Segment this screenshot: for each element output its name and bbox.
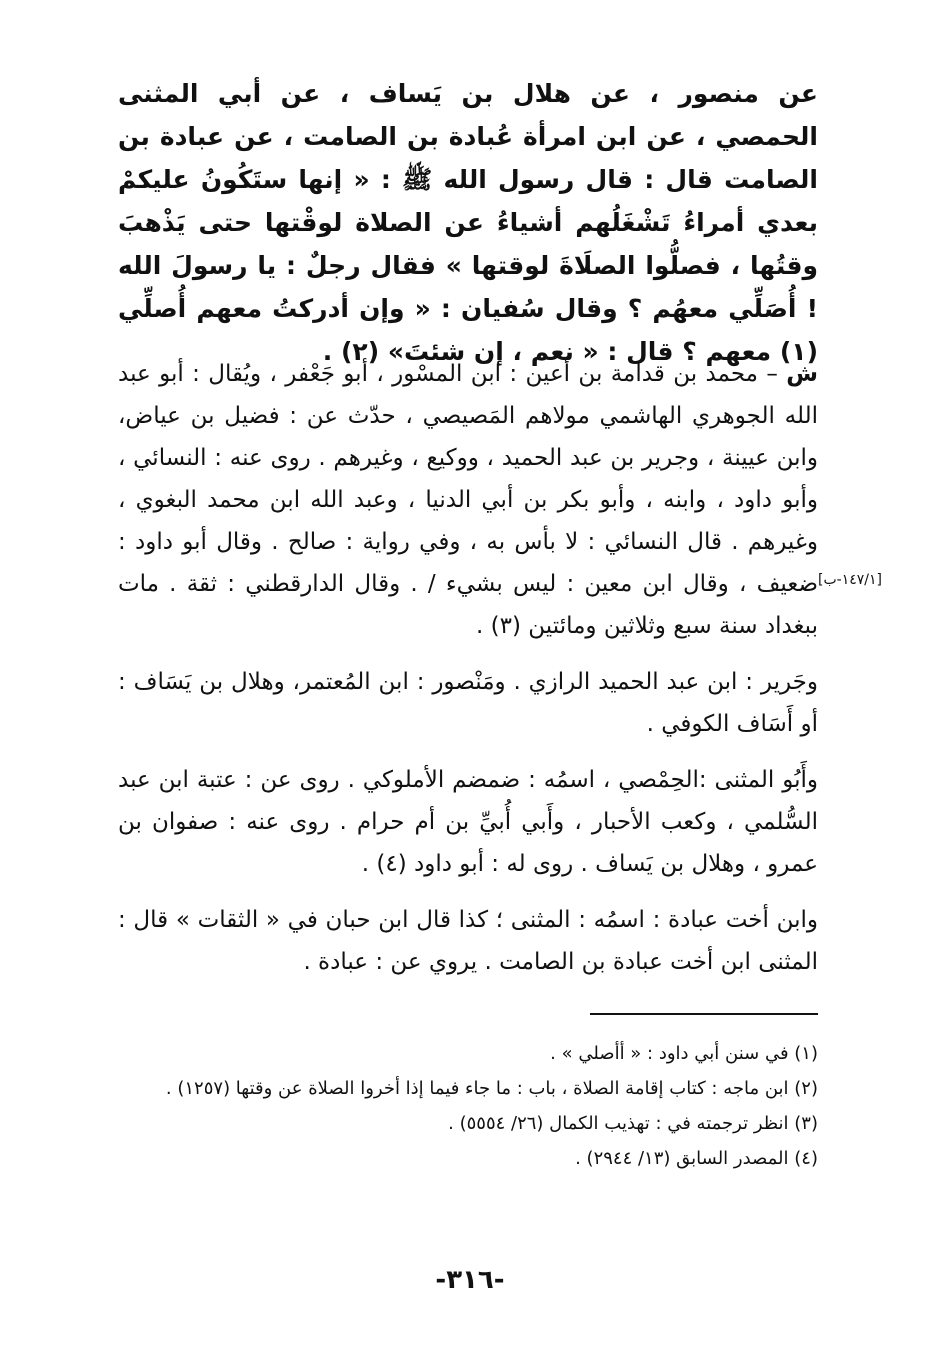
page-number: -٣١٦- xyxy=(435,1265,505,1295)
commentary-paragraph-1 xyxy=(118,353,818,647)
footnote-1: (١) في سنن أبي داود : « أأصلي » . xyxy=(550,1043,818,1064)
commentary-block xyxy=(118,353,818,983)
commentary-paragraph-4: وابن أخت عبادة : اسمُه : المثنى ؛ كذا قال ابن حبان في « الثقات » قال : المثنى ابن أخت عبادة بن الصامت . يروي عن : عبادة . xyxy=(118,907,818,975)
hadith-text: عن منصور ، عن هلال بن يَساف ، عن أبي المثنى الحمصي ، عن ابن امرأة عُبادة بن الصامت ، عن عبادة بن الصامت قال : قال رسول الله ﷺ : « إنها ستَكُونُ عليكمْ بعدي أمراءُ تَشْغَلُهم أشياءُ عن الصلاة لوقْتها حتى يَذْهبَ وقتُها ، فصلُّوا الصلَاةَ لوقتها » فقال رجلٌ : يا رسولَ الله ! أُصَلِّي معهُم ؟ وقال سُفيان : « وإن أدركتُ معهم أُصلِّي (١) معهم ؟ قال : « نعم ، إن شئتَ» (٢) . xyxy=(118,79,818,366)
margin-folio-note: [١٤٧/١-ب] xyxy=(818,572,882,588)
footnote-separator xyxy=(590,1013,818,1015)
footnote-3: (٣) انظر ترجمته في : تهذيب الكمال (٢٦/ ٥٥٥٤) . xyxy=(448,1113,818,1134)
commentary-lead-marker: ش xyxy=(786,361,818,387)
commentary-text-1: – محمد بن قدامة بن أعين : ابن المسْور ، أبو جَعْفر ، ويُقال : أبو عبد الله الجوهري الهاشمي مولاهم المَصيصي ، حدّث عن : فضيل بن عياض، وابن عيينة ، وجرير بن عبد الحميد ، ووكيع ، وغيرهم . روى عنه : النسائي ، وأبو داود ، وابنه ، وأبو بكر بن أبي الدنيا ، وعبد الله ابن محمد البغوي ، وغيرهم . قال النسائي : لا بأس به ، وفي رواية : صالح . وقال أبو داود : ضعيف ، وقال ابن معين : ليس بشيء / . وقال الدارقطني : ثقة . مات ببغداد سنة سبع وثلاثين ومائتين (٣) . xyxy=(118,361,818,639)
commentary-paragraph-2: وجَرير : ابن عبد الحميد الرازي . ومَنْصور : ابن المُعتمر، وهلال بن يَسَاف : أو أَسَاف الكوفي . xyxy=(118,669,818,737)
footnotes-block xyxy=(118,1036,818,1176)
commentary-paragraph-3: وأَبُو المثنى :الحِمْصي ، اسمُه : ضمضم الأملوكي . روى عن : عتبة ابن عبد السُّلمي ، وكعب الأحبار ، وأَبي أُبيِّ بن أم حرام . روى عنه : صفوان بن عمرو ، وهلال بن يَساف . روى له : أبو داود (٤) . xyxy=(118,767,818,877)
footnote-4: (٤) المصدر السابق (١٣/ ٢٩٤٤) . xyxy=(575,1148,818,1169)
footnote-2: (٢) ابن ماجه : كتاب إقامة الصلاة ، باب : ما جاء فيما إذا أخروا الصلاة عن وقتها (١٢٥٧) . xyxy=(165,1078,818,1099)
hadith-block xyxy=(118,72,818,373)
